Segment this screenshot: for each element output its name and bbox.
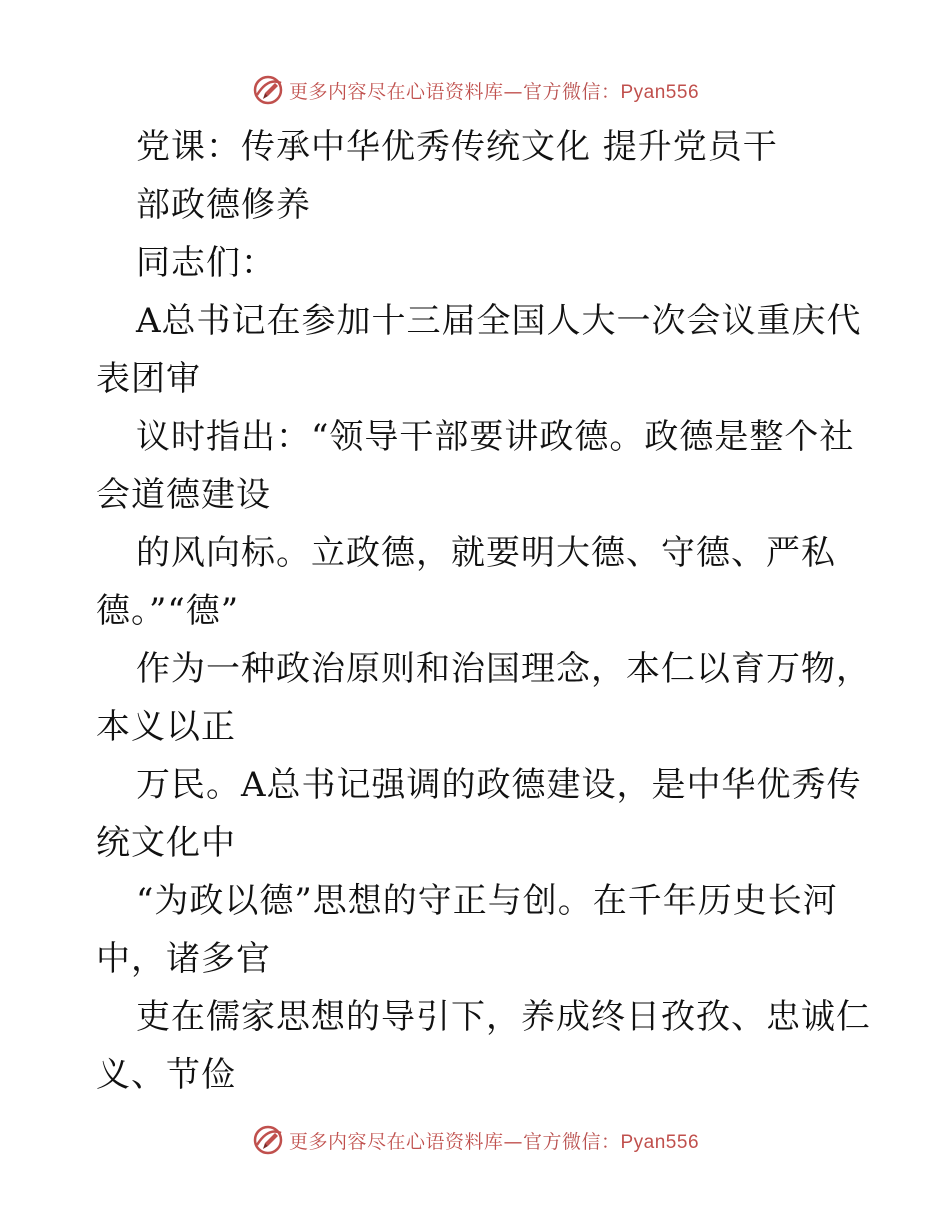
watermark-official-label: 官方微信： [522, 80, 621, 103]
salutation: 同志们： [136, 243, 276, 283]
footer-watermark [0, 1120, 950, 1160]
body-line: 万民。A总书记强调的政德建设，是中华优秀传 [136, 765, 862, 805]
body-line: 义、节俭 [96, 1055, 236, 1095]
body-line: 德。”“德” [96, 591, 240, 631]
body-line: 的风向标。立政德，就要明大德、守德、严私 [136, 533, 836, 573]
body-line: 会道德建设 [96, 475, 271, 515]
pen-logo-icon [251, 1123, 285, 1157]
watermark-dash: — [503, 1130, 523, 1153]
document-title-line-2: 部政德修养 [136, 185, 311, 225]
watermark-dash: — [503, 80, 523, 103]
document-title-line-1: 党课：传承中华优秀传统文化 提升党员干 [136, 127, 778, 167]
body-line: 统文化中 [96, 823, 236, 863]
watermark-text [289, 1127, 699, 1154]
pen-logo-icon [251, 73, 285, 107]
watermark-wechat-id: Pyan556 [620, 1131, 700, 1153]
body-line: A总书记在参加十三届全国人大一次会议重庆代 [136, 301, 862, 341]
body-line: 表团审 [96, 359, 201, 399]
document-body [96, 118, 871, 1104]
body-line: 吏在儒家思想的导引下，养成终日孜孜、忠诚仁 [136, 997, 871, 1037]
watermark-site: 更多内容尽在心语资料库 [288, 1130, 504, 1153]
body-line: 作为一种政治原则和治国理念，本仁以育万物， [136, 649, 871, 689]
watermark-wechat-id: Pyan556 [620, 81, 700, 103]
body-line: 中，诸多官 [96, 939, 271, 979]
body-line: 本义以正 [96, 707, 236, 747]
watermark-site: 更多内容尽在心语资料库 [288, 80, 504, 103]
body-line: “为政以德”思想的守正与创。在千年历史长河 [136, 881, 838, 921]
header-watermark [0, 70, 950, 110]
body-line: 议时指出：“领导干部要讲政德。政德是整个社 [136, 417, 855, 457]
watermark-text [289, 77, 699, 104]
watermark-official-label: 官方微信： [522, 1130, 621, 1153]
